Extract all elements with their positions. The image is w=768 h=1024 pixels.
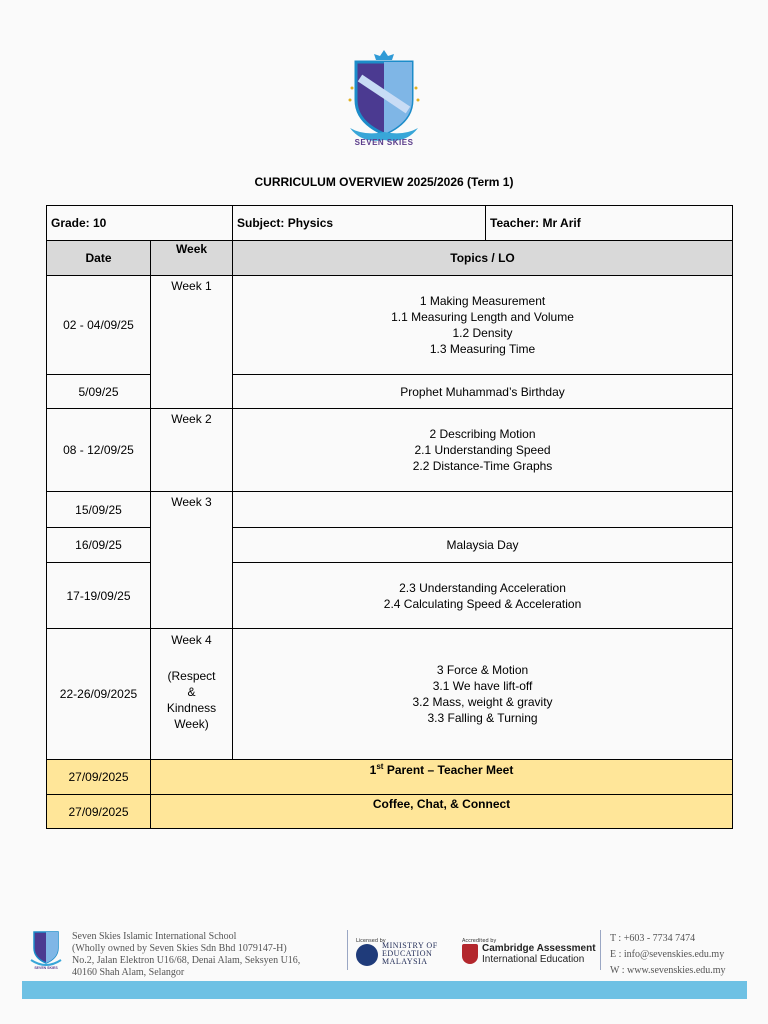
week-note-line: Week) [174,717,209,731]
document-title: CURRICULUM OVERVIEW 2025/2026 (Term 1) [254,175,514,189]
topic-line: 2 Describing Motion [429,427,536,441]
event-label-cell [151,760,733,795]
footer-school-address [72,931,352,979]
footer-contact [610,931,726,979]
svg-text:SEVEN SKIES: SEVEN SKIES [34,966,58,970]
topics-cell [233,492,733,528]
topic-line: 2.2 Distance-Time Graphs [412,459,553,473]
topic-line: 2.4 Calculating Speed & Acceleration [383,596,582,611]
date-column-header: Date [47,241,151,276]
topic-line: 3 Force & Motion [436,663,529,677]
week-label: Week 4 [171,633,212,647]
cambridge-logo [460,938,595,968]
date-cell: 22-26/09/2025 [47,629,151,760]
topics-cell [233,563,733,629]
topics-cell [233,409,733,492]
contact-phone: T : +603 - 7734 7474 [610,933,696,944]
topic-line: 1.2 Density [452,326,513,340]
cambridge-text [482,943,596,965]
contact-email: E : info@sevenskies.edu.my [610,949,725,960]
table-row [47,276,733,375]
info-row [47,206,733,241]
week-cell: Week 3 [151,492,233,629]
table-row [47,629,733,760]
week-cell: Week 1 [151,276,233,409]
contact-website: W : www.sevenskies.edu.my [610,965,726,976]
topic-line: Malaysia Day [446,538,519,552]
moe-line: MINISTRY OF [382,941,438,950]
event-ordinal: 1 [369,763,377,777]
topic-line: 1 Making Measurement [419,294,546,308]
cambridge-line: International Education [482,954,585,965]
footer-crest-logo [28,928,64,970]
topic-line: 3.2 Mass, weight & gravity [412,695,553,709]
date-cell: 5/09/25 [47,375,151,409]
topic-line: 3.3 Falling & Turning [427,711,538,725]
week-column-header: Week [151,241,233,276]
week-note-line: & [187,685,196,699]
topic-line: 3.1 We have lift-off [432,679,533,693]
cambridge-shield-icon [462,944,478,964]
topics-cell [233,528,733,563]
subject-cell: Subject: Physics [233,206,486,241]
week-note-line: (Respect [167,669,216,683]
teacher-cell: Teacher: Mr Arif [486,206,733,241]
topics-cell [233,629,733,760]
moe-text [382,942,438,966]
table-row [47,375,733,409]
curriculum-table [46,205,733,829]
school-line: 40160 Shah Alam, Selangor [72,967,185,978]
moe-logo [356,938,456,968]
topics-cell [233,276,733,375]
logo-wordmark: SEVEN SKIES [354,138,414,147]
moe-line: EDUCATION [382,949,433,958]
school-line: Seven Skies Islamic International School [72,931,237,942]
event-label: Parent – Teacher Meet [383,763,514,777]
table-row [47,409,733,492]
moe-line: MALAYSIA [382,957,428,966]
cambridge-caption: Accredited by [462,938,497,944]
date-cell: 16/09/25 [47,528,151,563]
date-cell: 17-19/09/25 [47,563,151,629]
date-cell: 02 - 04/09/25 [47,276,151,375]
table-row [47,492,733,528]
week-cell: Week 2 [151,409,233,492]
week-cell [151,629,233,760]
topics-cell [233,375,733,409]
topic-line: 2.3 Understanding Acceleration [399,580,566,595]
topics-column-header: Topics / LO [233,241,733,276]
week-note-line: Kindness [166,701,217,715]
table-row [47,528,733,563]
footer-color-bar [22,981,747,999]
footer-divider [600,930,601,970]
school-line: (Wholly owned by Seven Skies Sdn Bhd 1079147-H) [72,943,287,954]
topic-line: 1.3 Measuring Time [429,342,536,356]
topic-line: 2.1 Understanding Speed [414,443,551,457]
event-date-cell: 27/09/2025 [47,760,151,795]
event-row [47,760,733,795]
moe-caption: Licensed by [356,938,386,944]
cambridge-line: Cambridge Assessment [482,943,596,954]
event-ordinal-suffix: st [376,762,384,771]
topic-line: 1.1 Measuring Length and Volume [391,310,574,324]
column-header-row [47,241,733,276]
event-row [47,795,733,829]
table-row [47,563,733,629]
footer-divider [347,930,348,970]
event-date-cell: 27/09/2025 [47,795,151,829]
grade-cell: Grade: 10 [47,206,233,241]
moe-emblem-icon [356,944,378,966]
date-cell: 08 - 12/09/25 [47,409,151,492]
topic-line: Prophet Muhammad’s Birthday [400,384,565,399]
event-label-cell: Coffee, Chat, & Connect [151,795,733,829]
school-line: No.2, Jalan Elektron U16/68, Denai Alam, Seksyen U16, [72,955,301,966]
date-cell: 15/09/25 [47,492,151,528]
